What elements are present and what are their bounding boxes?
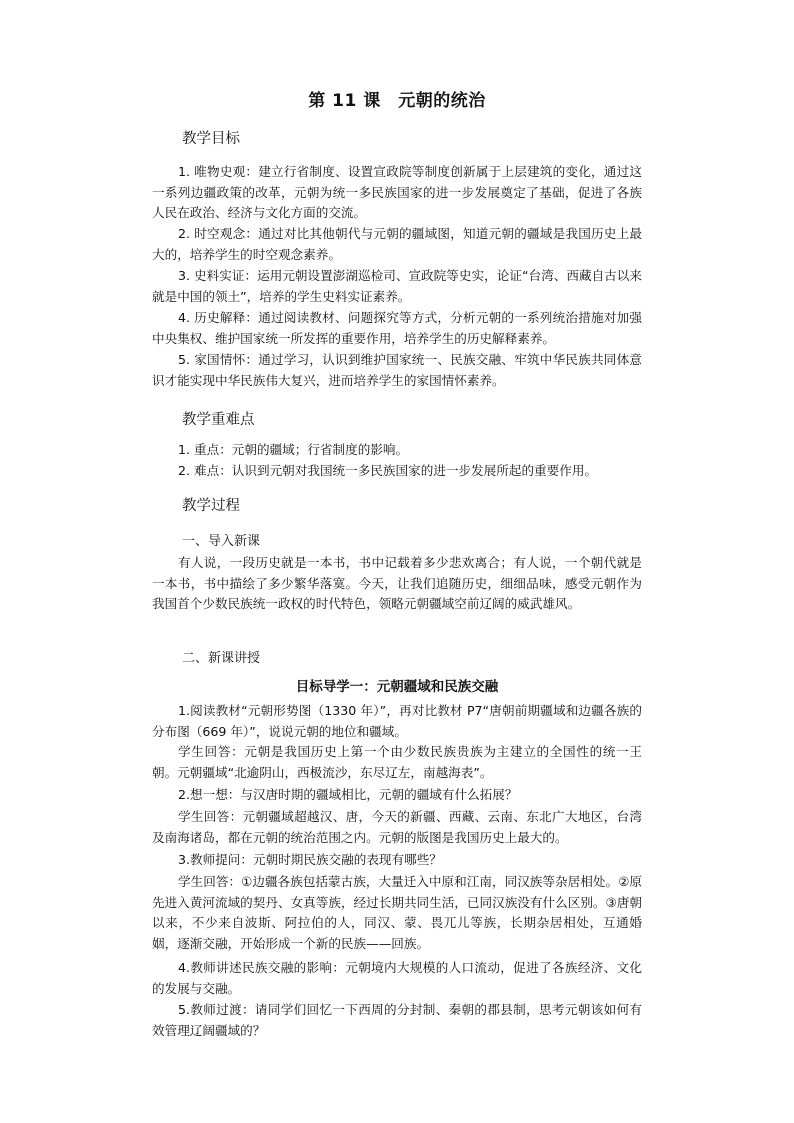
key-points-heading: 教学重难点 [182, 412, 255, 428]
goal-item-2: 2. 时空观念：通过对比其他朝代与元朝的疆域图，知道元朝的疆域是我国历史上最大的，培养学生的时空观念素养。 [152, 226, 642, 262]
section1-text: 有人说，一段历史就是一本书，书中记载着多少悲欢离合；有人说，一个朝代就是一本书，书中描绘了多少繁华落寞。今天，让我们追随历史，细细品味，感受元朝作为我国首个少数民族统一政权的时代特色，领略元朝疆域空前辽阔的威武雄风。 [152, 555, 642, 612]
key-point-2: 2. 难点：认识到元朝对我国统一多民族国家的进一步发展所起的重要作用。 [178, 463, 598, 478]
objective-subtitle: 目标导学一：元朝疆域和民族交融 [295, 679, 499, 695]
lesson-paragraph-3: 2.想一想：与汉唐时期的疆域相比，元朝的疆域有什么拓展？ [178, 787, 518, 802]
section2-heading: 二、新课讲授 [182, 651, 261, 666]
section1-heading: 一、导入新课 [182, 534, 261, 549]
lesson-paragraph-2: 学生回答：元朝是我国历史上第一个由少数民族贵族为主建立的全国性的统一王朝。元朝疆域“北逾阴山，西极流沙，东尽辽左，南越海表”。 [152, 744, 642, 780]
page-title: 第 11 课 元朝的统治 [308, 91, 486, 111]
key-point-1: 1. 重点：元朝的疆域；行省制度的影响。 [178, 442, 409, 457]
goal-item-5: 5. 家国情怀：通过学习，认识到维护国家统一、民族交融、牢筑中华民族共同体意识才能实现中华民族伟大复兴，进而培养学生的家国情怀素养。 [152, 352, 642, 388]
lesson-paragraph-8: 5.教师过渡：请同学们回忆一下西周的分封制、秦朝的郡县制，思考元朝该如何有效管理辽阔疆域的？ [152, 1002, 642, 1038]
goal-item-4: 4. 历史解释：通过阅读教材、问题探究等方式，分析元朝的一系列统治措施对加强中央集权、维护国家统一所发挥的重要作用，培养学生的历史解释素养。 [152, 310, 642, 346]
goal-item-3: 3. 史料实证：运用元朝设置澎湖巡检司、宣政院等史实，论证“台湾、西藏自古以来就是中国的领土”，培养的学生史料实证素养。 [152, 268, 642, 304]
goal-item-1: 1. 唯物史观：建立行省制度、设置宣政院等制度创新属于上层建筑的变化，通过这一系列边疆政策的改革，元朝为统一多民族国家的进一步发展奠定了基础，促进了各族人民在政治、经济与文化方面的交流。 [152, 164, 642, 221]
process-heading: 教学过程 [182, 498, 240, 514]
lesson-paragraph-5: 3.教师提问：元朝时期民族交融的表现有哪些？ [178, 852, 442, 867]
lesson-paragraph-6: 学生回答：①边疆各族包括蒙古族，大量迁入中原和江南，同汉族等杂居相处。②原先进入黄河流域的契丹、女真等族，经过长期共同生活，已同汉族没有什么区别。③唐朝以来，不少来自波斯、阿拉伯的人，同汉、蒙、畏兀儿等族，长期杂居相处，互通婚姻，逐渐交融，开始形成一个新的民族——回族。 [152, 874, 642, 951]
goals-heading: 教学目标 [182, 131, 240, 147]
lesson-paragraph-7: 4.教师讲述民族交融的影响：元朝境内大规模的人口流动，促进了各族经济、文化的发展与交融。 [152, 960, 642, 996]
lesson-paragraph-4: 学生回答：元朝疆域超越汉、唐，今天的新疆、西藏、云南、东北广大地区，台湾及南海诸岛，都在元朝的统治范围之内。元朝的版图是我国历史上最大的。 [152, 809, 642, 845]
lesson-paragraph-1: 1.阅读教材“元朝形势图（1330 年）”，再对比教材 P7“唐朝前期疆域和边疆各族的分布图（669 年）”，说说元朝的地位和疆域。 [152, 703, 642, 739]
